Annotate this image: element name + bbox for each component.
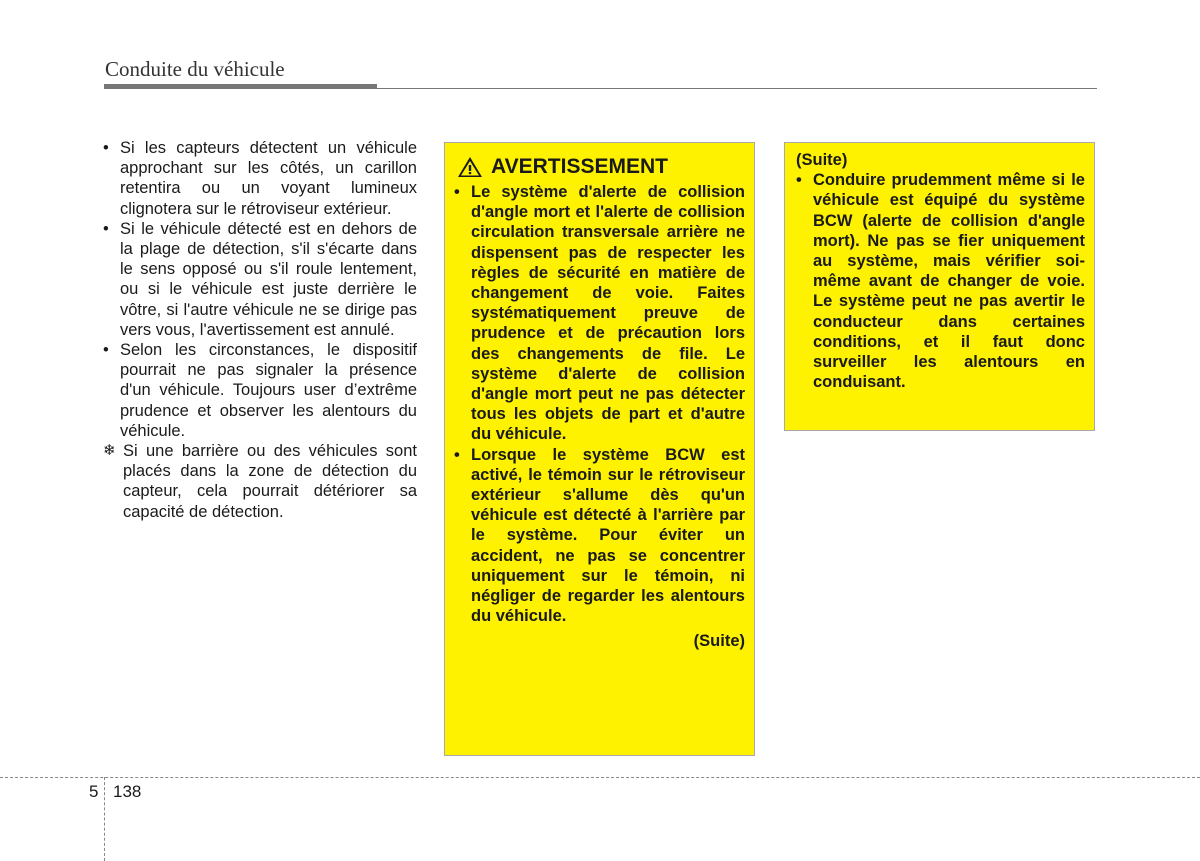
bullet-marker: • <box>103 219 109 238</box>
bullet-marker: • <box>103 341 109 360</box>
bullet-marker: • <box>454 445 460 464</box>
list-item-text: Conduire prudemment même si le véhicule est équipé du système BCW (alerte de collision d'angle mort). Ne pas se fier uniquement au système, mais vérifier soi-même avant de changer de voie. Le système peut ne pas avertir le conducteur dans certaines conditions, et il faut donc surveiller les alentours en conduisant. <box>813 171 1085 392</box>
warning-box <box>444 142 755 756</box>
list-item <box>103 340 417 441</box>
left-text-column <box>103 138 417 522</box>
warning-title <box>454 154 745 180</box>
snowflake-icon: ❄ <box>103 442 116 460</box>
list-item-text: Selon les circonstances, le dispositif pourrait ne pas signaler la présence d'un véhicule. Toujours user d’extrême prudence et observer les alentours du véhicule. <box>120 341 417 440</box>
continued-label: (Suite) <box>693 632 745 651</box>
list-item-text: Lorsque le système BCW est activé, le témoin sur le rétroviseur extérieur s'allume dès qu'un véhicule est détecté à l'arrière par le système. Pour éviter un accident, ne pas se concentrer uniquement sur le témoin, ni négliger de regarder les alentours du véhicule. <box>471 445 745 626</box>
warning-triangle-icon <box>457 156 483 178</box>
list-item-text: Si les capteurs détectent un véhicule approchant sur les côtés, un carillon retentira ou un voyant lumineux clignotera sur le rétroviseur extérieur. <box>120 139 417 218</box>
list-item <box>103 219 417 340</box>
page-number: 138 <box>113 782 142 801</box>
list-item <box>454 182 745 445</box>
list-item-text: Le système d'alerte de collision d'angle mort et l'alerte de collision circulation transversale arrière ne dispensent pas de respecter les règles de sécurité en matière de changement de voie. Faites systématiquement preuve de prudence et de précaution lors des changements de file. Le système d'alerte de collision d'angle mort peut ne pas détecter tous les objets de part et d'autre du véhicule. <box>471 183 745 444</box>
list-item <box>454 445 745 627</box>
continuation-heading: (Suite) <box>796 151 848 169</box>
chapter-number: 5 <box>89 782 99 801</box>
list-item <box>796 170 1085 392</box>
bullet-marker: • <box>454 183 460 201</box>
continuation-box <box>784 142 1095 431</box>
list-item <box>103 138 417 219</box>
bullet-marker: • <box>103 139 109 157</box>
header-rule-thin <box>104 88 1097 89</box>
list-item <box>103 441 417 522</box>
list-item-text: Si une barrière ou des véhicules sont placés dans la zone de détection du capteur, cela pourrait détériorer sa capacité de détection. <box>123 442 417 521</box>
list-item-text: Si le véhicule détecté est en dehors de la plage de détection, s'il s'écarte dans le sens opposé ou s'il roule lentement, ou si le véhicule est juste derrière le vôtre, si l'autre véhicule ne se dirige pas vers vous, l'avertissement est annulé. <box>120 219 417 339</box>
bullet-marker: • <box>796 171 802 190</box>
page-header-title: Conduite du véhicule <box>105 57 285 81</box>
footer-divider-vertical <box>104 777 105 861</box>
footer-divider-horizontal <box>0 777 1200 778</box>
warning-title-text: AVERTISSEMENT <box>491 155 668 178</box>
